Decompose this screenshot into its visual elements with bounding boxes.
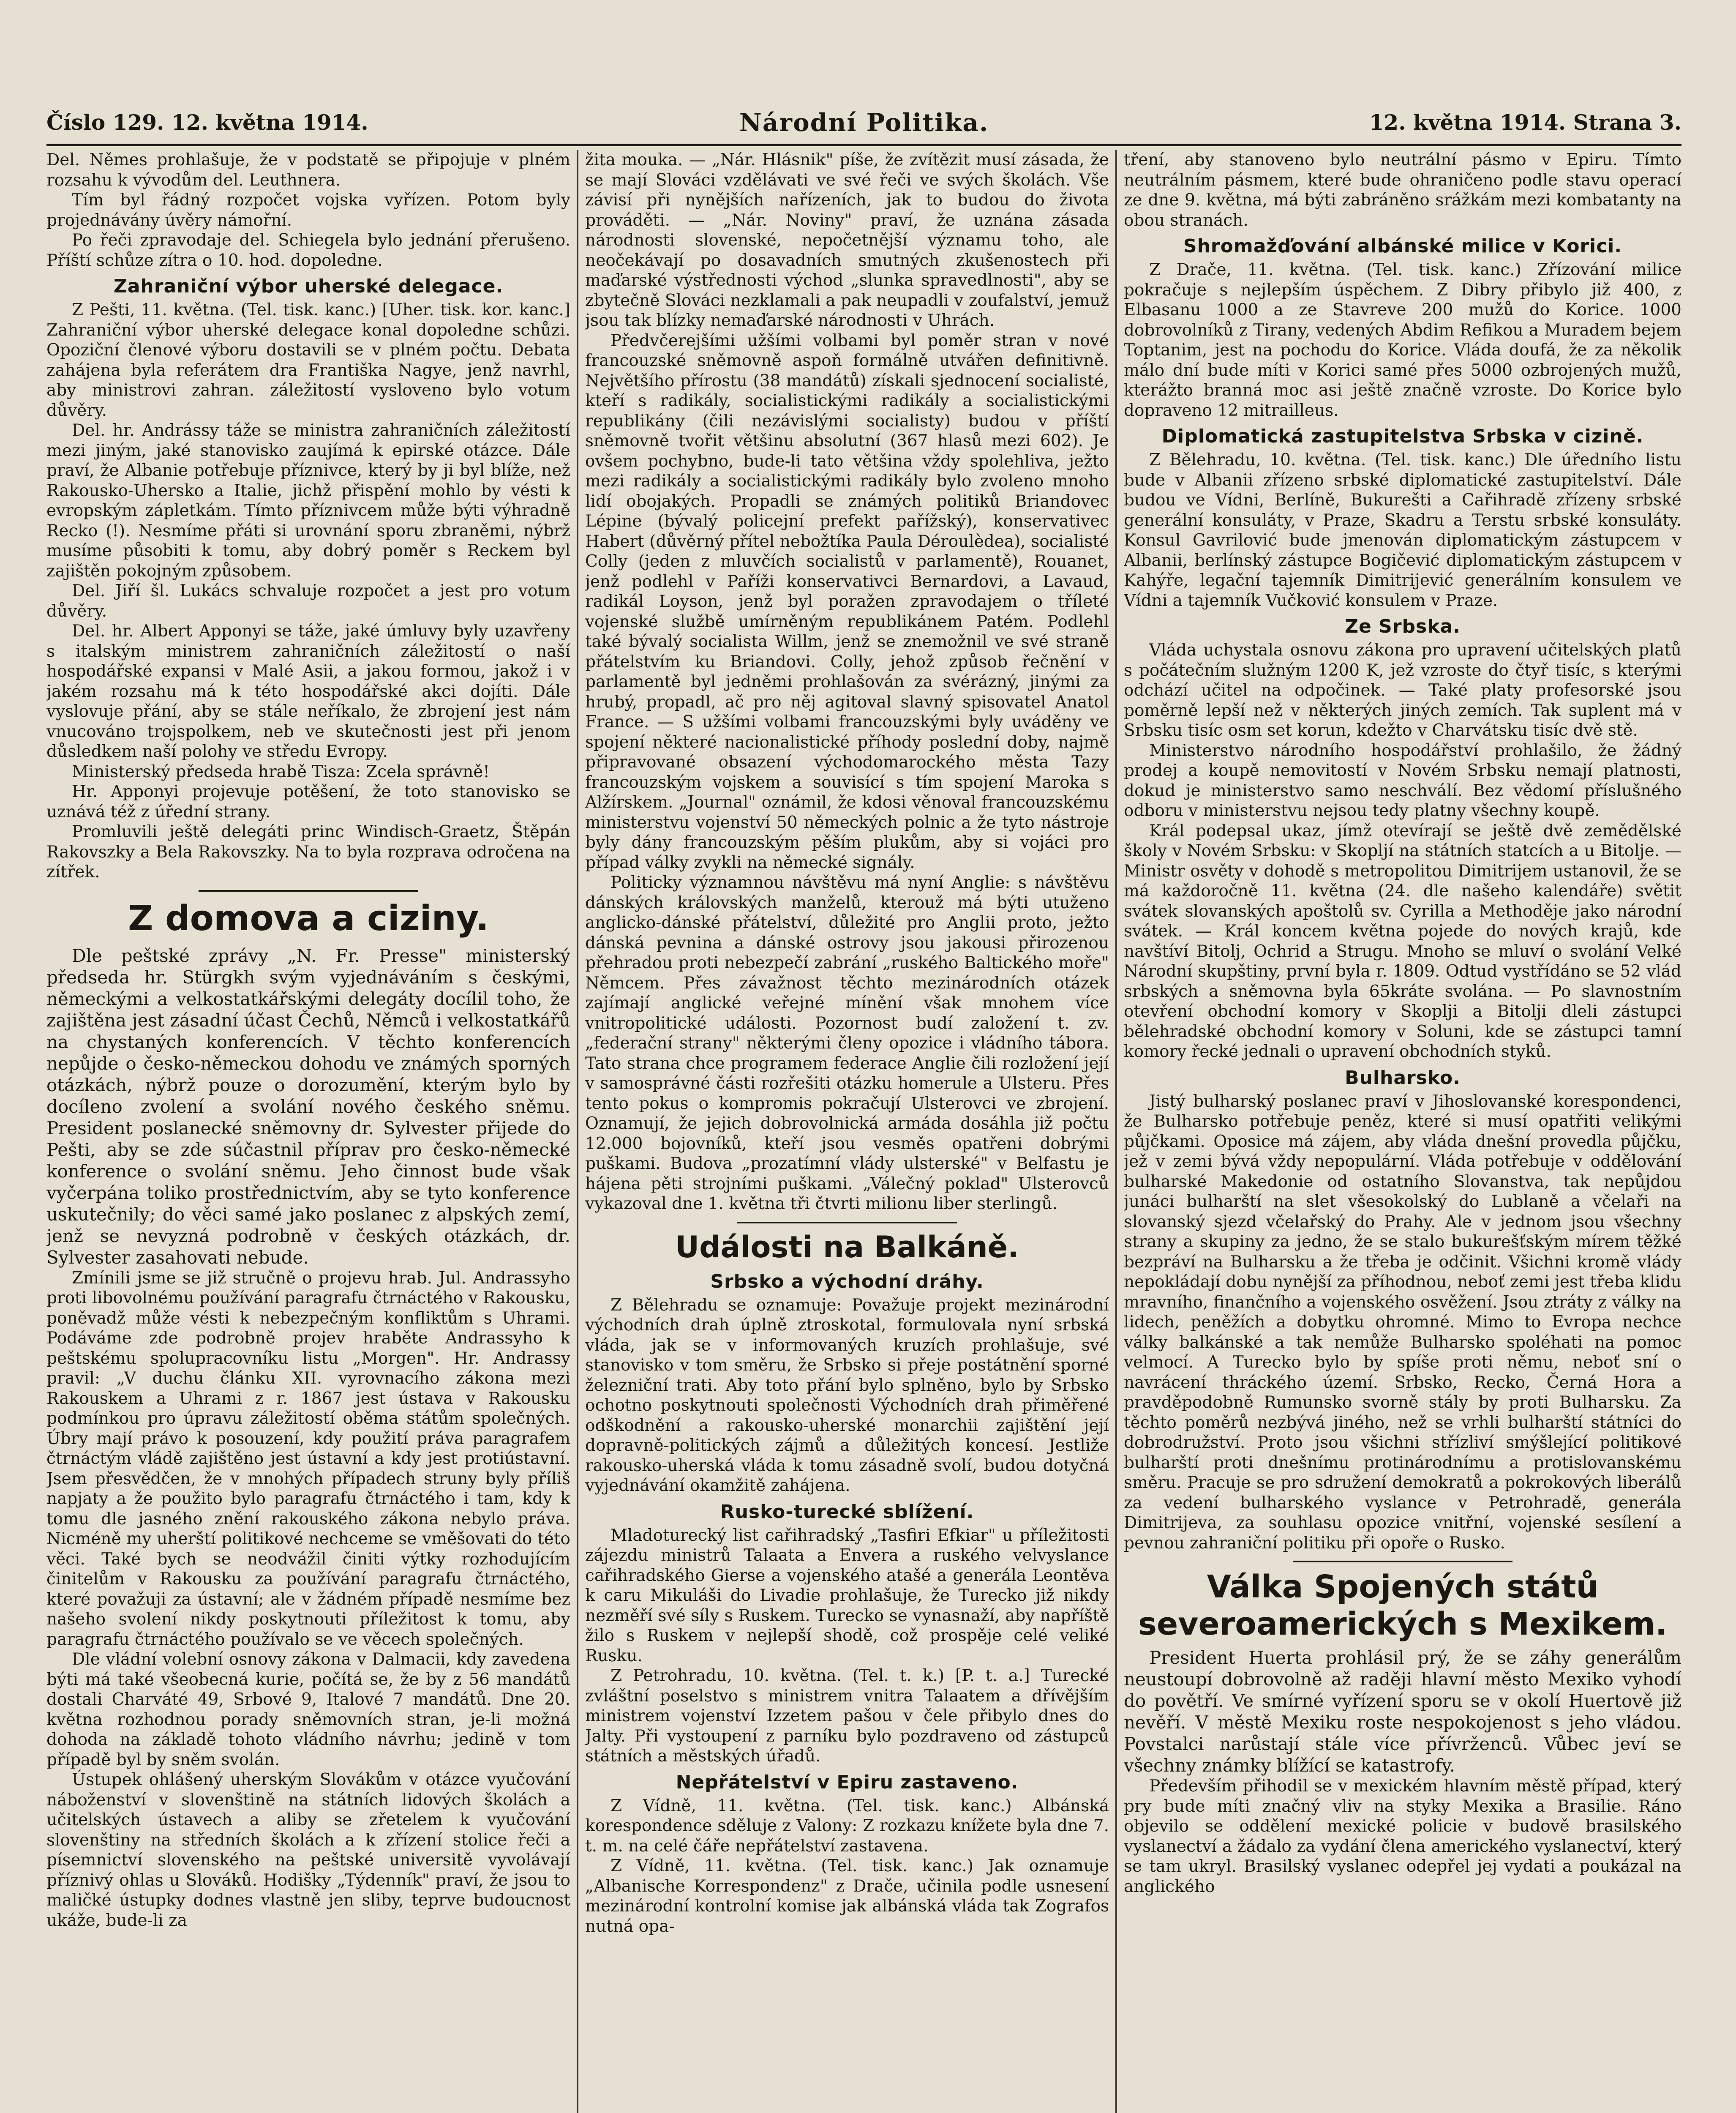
paragraph: Z Petrohradu, 10. května. (Tel. t. k.) [P. t. a.] Turecké zvláštní poselstvo s ministrem vnitra Talaatem a dřívějším ministrem vojenství Izzetem pašou v čele přibylo dnes do Jalty. Při vystoupení z parníku bylo pozdraveno od zástupců státních a městských úřadů.	[585, 1666, 1109, 1766]
paragraph: Mladoturecký list cařihradský „Tasfiri Efkiar" u příležitosti zájezdu ministrů Talaata a Envera a ruského velvyslance cařihradského Gierse a vojenského atašé a generála Leontěva k caru Mikuláši do Livadie prohlašuje, že Turecko již nikdy nezměří své síly s Ruskem. Turecko se vynasnaží, aby napříště žilo s Ruskem v nejlepší shodě, což prospěje celé veliké Rusku.	[585, 1526, 1109, 1665]
section-title: Události na Balkáně.	[675, 1229, 1019, 1264]
paragraph: Zmínili jsme se již stručně o projevu hrab. Jul. Andrassyho proti libovolnému používání paragrafu čtrnáctého v Rakousku, poněvadž může vésti k nebezpečným konfliktům s Uhrami. Podáváme zde podrobně projev hraběte Andrassyho k peštskému spolupracovníku listu „Morgen". Hr. Andrassy pravil: „V duchu článku XII. vyrovnacího zákona mezi Rakouskem a Uhrami z r. 1867 jest ústava v Rakousku podmínkou pro úpravu záležitostí oběma státům společných. Úbry mají právo k posouzení, kdy použití práva paragrafem čtrnáctým vládě zajištěno jest ústavní a kdy jest protiústavní. Jsem přesvědčen, že v mnohých případech struny byly příliš napjaty a že použito bylo paragrafu čtrnáctého i tam, kdy k tomu dle jasného znění rakouského zákona nebylo práva. Nicméně my uherští politikové nechceme se vměšovati do této věci. Také bych se neodvážil činiti výtky rozhodujícím činitelům v Rakousku za používání paragrafu čtrnáctého, které považuji za ústavní; ale v žádném případě nesmíme bez našeho svolení nikdy poskytnouti příležitost k tomu, aby paragrafu čtrnáctého používalo se ve věcech společných.	[46, 1268, 570, 1649]
paragraph: Promluvili ještě delegáti princ Windisch-Graetz, Štěpán Rakovszky a Bela Rakovszky. Na to byla rozprava odročena na zítřek.	[46, 822, 570, 882]
paragraph: Především přihodil se v mexickém hlavním městě případ, který pry bude míti značný vliv na styky Mexika a Brasilie. Ráno objevilo se oddělení mexické policie v budově brasilského vyslanectví a žádalo za vydání člena amerického vyslanectví, který se tam ukryl. Brasilský vyslanec odepřel jej vydati a poukázal na anglického	[1124, 1777, 1681, 1896]
paragraph: Ústupek ohlášený uherským Slovákům v otázce vyučování náboženství v slovenštině na státních lidových školách a učitelských ústavech a aliby se zřetelem k vyučování slovenštiny na středních školách a k zřízení stolice řeči a písemnictví slovenského na peštské universitě vyvolávají příznivý ohlas u Slováků. Hodišky „Týdenník" praví, že jsou to maličké ústupky dodnes vlastně jen sliby, teprve budoucnost ukáže, bude-li za	[46, 1770, 570, 1930]
paragraph: Král podepsal ukaz, jímž otevírají se ještě dvě zemědělské školy v Novém Srbsku: v Skopljí na státních statcích a u Bitolje. — Ministr osvěty v dohodě s metropolitou Dimitrijem ustanovil, že se má každoročně 11. května (24. dle našeho kalendáře) světit svátek slovanských apoštolů sv. Cyrilla a Methoděje jako národní svátek. — Král koncem května pojede do nových krajů, kde navštíví Bitolj, Ochrid a Strugu. Mnoho se mluví o svolání Velké Národní skupštiny, první byla r. 1809. Odtud vystřídáno se 52 vlád srbských a sněmovna byla 65kráte svolána. — Po slavnostním otevření obchodní komory v Skoplji a Bitolji dleli zástupci bělehradské obchodní komory v Soluni, kde se zástupci tamní komory řecké jednali o upravení obchodních styků.	[1124, 821, 1681, 1061]
page-header	[46, 108, 1681, 142]
column-rule-2	[1115, 150, 1117, 2113]
paragraph: Z Bělehradu, 10. května. (Tel. tisk. kanc.) Dle úředního listu bude v Albanii zřízeno srbské diplomatické zastupitelství. Dále budou ve Vídni, Berlíně, Bukurešti a Cařihradě zřízeny srbské generální konsuláty, v Praze, Skadru a Terstu srbské konsuláty. Konsul Gavrilović bude jmenován diplomatickým zástupcem v Albanii, berlínský zástupce Bogičević diplomatickým zástupcem v Kahýře, legační tajemník Dimitrijević generálním konsulem ve Vídni a tajemník Vučković konsulem v Praze.	[1124, 450, 1681, 610]
paragraph: Del. hr. Andrássy táže se ministra zahraničních záležitostí mezi jiným, jaké stanovisko zaujímá k epirské otázce. Dále praví, že Albanie potřebuje příznivce, který by ji byl blíže, než Rakousko-Uhersko a Italie, jichž přispění mohlo by vésti k evropským zápletkám. Tímto příznivcem může býti výhradně Recko (!). Nesmíme přáti si urovnání sporu zbraněmi, nýbrž musíme působiti k tomu, aby dobrý poměr s Reckem byl zajištěn pokojným způsobem.	[46, 421, 570, 581]
section-heading: Ze Srbska.	[1345, 616, 1461, 637]
section-heading: Bulharsko.	[1345, 1067, 1461, 1089]
paragraph: Hr. Apponyi projevuje potěšení, že toto stanovisko se uznává též z úřední strany.	[46, 782, 570, 822]
paragraph: President Huerta prohlásil prý, že se záhy generálům neustoupí dobrovolně až raději hlavní město Mexiko vyhodí do povětří. Ve smírné vyřízení sporu se v okolí Huertově již nevěří. V městě Mexiku roste nespokojenost s jeho vládou. Povstalci narůstají stále více přívrženců. Vůbec jeví se všechny známky blížící se katastrofy.	[1124, 1647, 1681, 1776]
paragraph: Tím byl řádný rozpočet vojska vyřízen. Potom byly projednávány úvěry námořní.	[46, 191, 570, 230]
paragraph: Vláda uchystala osnovu zákona pro upravení učitelských platů s počátečním služným 1200 K, jež vzroste do čtyř tisíc, s kterými odchází učitel na odpočinek. — Také platy profesorské jsou poměrně lepší než v některých jiných zemích. Tak suplent má v Srbsku tisíc osm set korun, kdežto v Charvátsku tisíc dvě stě.	[1124, 641, 1681, 740]
section-heading: Rusko-turecké sblížení.	[720, 1501, 974, 1523]
paragraph: Jistý bulharský poslanec praví v Jihoslovanské korespondenci, že Bulharsko potřebuje peněz, které si musí opatřiti velikými půjčkami. Oposice má zájem, aby vláda dnešní provedla půjčku, jež v zemi bývá vždy nepopulární. Vláda potřebuje v oddělování bulharské Makedonie od ostatního Slovanstva, tak nepůjdou junáci bulharští na slet všesokolský do Lublaně a včelaři na slovanský sjezd včelařský do Prahy. Ale v jednom jsou všechny strany a skupiny za jedno, že se stalo bukurešťským mírem těžké bezpráví na Bulharsku a že třeba je odčinit. Všichni kromě vlády nepokládají dobu nynější za příhodnou, neboť zemi jest třeba klidu mravního, finančního a vojenského osvěžení. Jsou ztráty z války na lidech, peněžích a dobytku ohromné. Mimo to Evropa nechce války balkánské a tak nemůže Bulharsko spoléhati na pomoc velmocí. A Turecko bylo by spíše proti němu, neboť sní o navrácení thráckého území. Srbsko, Recko, Černá Hora a pravděpodobně Rumunsko svorně stály by proti Bulharsku. Za těchto poměrů nezbývá jiného, než se vrhli bulharští státníci do dobrodružství. Proto jsou všichni střízliví smýšlející politikové bulharští proti dnešnímu protinárodnímu a protislovanskému směru. Pracuje se pro sdružení demokratů a pokrokových liberálů za vedení bulharského vyslance v Petrohradě, generála Dimitrijeva, za souhlasu opozice vnitřní, vojenské sesílení a pevnou zahraniční politiku při opoře o Rusko.	[1124, 1092, 1681, 1553]
section-divider	[737, 1222, 957, 1223]
paragraph: Dle peštské zprávy „N. Fr. Presse" ministerský předseda hr. Stürgkh svým vyjednáváním s českými, německými a velkostatkářskými delegáty docílil toho, že zajištěna jest zásadní účast Čechů, Němců i velkostatkářů na chystaných konferencích. V těchto konferencích nepůjde o česko-německou dohodu ve známých sporných otázkách, nýbrž pouze o dorozumění, kterým bylo by docíleno zvolení a svolání nového českého sněmu. President poslanecké sněmovny dr. Sylvester přijede do Pešti, aby se zde súčastnil příprav pro česko-německé konference o svolání sněmu. Jeho činnost bude však vyčerpána toliko prostřednictvím, aby se tyto konference uskutečnily; do věci samé jako poslanec z alpských zemí, jenž se nevyzná podrobně v českých otázkách, dr. Sylvester zasahovati nebude.	[46, 945, 570, 1268]
section-heading: Zahraniční výbor uherské delegace.	[113, 276, 504, 297]
paragraph: tření, aby stanoveno bylo neutrální pásmo v Epiru. Tímto neutrálním pásmem, které bude ohraničeno podle stavu operací ze dne 9. května, má býti zabráněno srážkám mezi kombatanty na obou stranách.	[1124, 150, 1681, 230]
paragraph: Ministerský předseda hrabě Tisza: Zcela správně!	[72, 762, 490, 781]
column-rule-1	[577, 150, 578, 2113]
paragraph: Dle vládní volební osnovy zákona v Dalmacii, kdy zavedena býti má také všeobecná kurie, počítá se, že by z 56 mandátů dostali Charváté 49, Srbové 9, Italové 7 mandátů. Dne 20. května rozhodnou porady sněmovních stran, je-li možná dohoda na základě tohoto vládního návrhu; jedině v tom případě byl by sněm svolán.	[46, 1650, 570, 1769]
date-page-number: 12. května 1914. Strana 3.	[1369, 110, 1681, 135]
paragraph: Z Vídně, 11. května. (Tel. tisk. kanc.) Albánská korespondence sděluje z Valony: Z rozkazu knížete byla dne 7. t. m. na celé čáře nepřátelství zastavena.	[585, 1796, 1109, 1856]
masthead-title: Národní Politika.	[739, 108, 989, 137]
paragraph: Del. Němes prohlašuje, že v podstatě se připojuje v plném rozsahu k vývodům del. Leuthnera.	[46, 150, 570, 190]
paragraph: Po řeči zpravodaje del. Schiegela bylo jednání přerušeno. Příští schůze zítra o 10. hod. dopoledne.	[46, 231, 570, 270]
column-2	[585, 150, 1109, 2113]
column-3	[1124, 150, 1681, 2113]
paragraph: Z Bělehradu se oznamuje: Považuje projekt mezinárodní východních drah úplně ztroskotal, formulovala nyní srbská vláda, jak se v informovaných kruzích prohlašuje, své stanovisko v tom směru, že Srbsko si přeje postátnění sporné železniční trati. Aby toto přání bylo splněno, bylo by Srbsko ochotno poskytnouti společnosti Východních drah přiměřené odškodnění a rakousko-uherské monarchii zajištění její dopravně-politických zájmů a důležitých koncesí. Jestliže rakousko-uherská vláda k tomu zásadně svolí, budou dotyčná vyjednávání okamžitě zahájena.	[585, 1295, 1109, 1495]
section-heading: Shromažďování albánské milice v Korici.	[1183, 235, 1622, 257]
section-heading: Diplomatická zastupitelstva Srbska v cizině.	[1161, 426, 1644, 447]
section-heading: Srbsko a východní dráhy.	[710, 1270, 984, 1292]
paragraph: Z Drače, 11. května. (Tel. tisk. kanc.) Zřízování milice pokračuje s nejlepším úspěchem. Z Dibry přibylo již 400, z Elbasanu 1000 a ze Stavreve 200 mužů do Korice. 1000 dobrovolníků z Tirany, vedených Abdim Refikou a Muradem bejem Toptanim, jest na pochodu do Korice. Vláda doufá, že za několik málo dní bude míti v Korici samé přes 5000 ozbrojených mužů, kterážto branná moc asi ještě značně vzroste. Do Korice bylo dopraveno 12 mitrailleus.	[1124, 260, 1681, 420]
paragraph: Z Pešti, 11. května. (Tel. tisk. kanc.) [Uher. tisk. kor. kanc.] Zahraniční výbor uherské delegace konal dopoledne schůzi. Opoziční členové výboru dostavili se v plném počtu. Debata zahájena byla referátem dra Františka Nagye, jenž navrhl, aby ministrovi zahran. záležitostí vysloveno bylo votum důvěry.	[46, 300, 570, 420]
issue-number-date: Číslo 129. 12. května 1914.	[46, 110, 368, 135]
paragraph: Politicky významnou návštěvu má nyní Anglie: s návštěvu dánských královských manželů, kterouž má býti utuženo anglicko-dánské přátelství, důležité pro Anglii proto, ježto dánská pevnina a dánské ostrovy jsou jakousi přirozenou přehradou proti nebezpečí zabrání „ruského Baltického moře" Němcem. Přes závažnost těchto mezinárodních otázek zajímají anglické veřejné mínění však mnohem více vnitropolitické události. Pozornost budí založení t. zv. „federační strany" některými členy opozice i vládního tábora. Tato strana chce programem federace Anglie čili rozložení její v samosprávné části rozřešiti otázku homerule a Ulsteru. Přes tento pokus o kompromis pokračují Ulsterovci ve zbrojení. Oznamují, že jejich dobrovolnická armáda dosáhla již počtu 12.000 bojovníků, kteří jsou vesměs opatřeni dobrými puškami. Budova „prozatímní vlády ulsterské" v Belfastu je hájena pěti strojními puškami. „Válečný poklad" Ulsterovců vykazoval dne 1. května tři čtvrti milionu liber sterlingů.	[585, 873, 1109, 1213]
paragraph: Z Vídně, 11. května. (Tel. tisk. kanc.) Jak oznamuje „Albanische Korrespondenz" z Drače, učinila podle usnesení mezinárodní kontrolní komise jak albánská vláda tak Zografos nutná opa-	[585, 1856, 1109, 1936]
paragraph: Předvčerejšími užšími volbami byl poměr stran v nové francouzské sněmovně aspoň formálně utvářen definitivně. Největšího přírostu (38 mandátů) získali sjednocení socialisté, kteří s radikály, socialistickými radikály a socialistickými republikány (čili nezávislými socialisty) budou v příští sněmovně tvořit většinu absolutní (367 hlasů mezi 602). Je ovšem pochybno, bude-li tato většina vždy spolehliva, ježto mezi radikály a socialistickými radikály bylo zvoleno mnoho lidí obojakých. Propadli se známých politiků Briandovec Lépine (bývalý policejní prefekt pařížský), konservativec Habert (důvěrný přítel nebožtíka Paula Déroulèdea), socialisté Colly (jeden z mluvčích socialistů v parlamentě), Rouanet, jenž podlehl v Paříži konservativci Bernardovi, a Lavaud, radikál Loyson, jenž byl poražen zpravodajem o tříleté vojenské službě umírněným republikánem Patém. Podlehl také bývalý socialista Willm, jenž se znemožnil ve své straně přátelstvím ku Briandovi. Colly, jehož způsob řečnění v parlamentě byl jedněmi prohlašován za svérázný, jinými za hrubý, propadl, ač pro něj agitoval slavný spisovatel Anatol France. — S užšími volbami francouzskými byly uváděny ve spojení některé nacionalistické příhody poslední doby, najmě připravované obsazení východomarockého města Tazy francouzským vojskem a souvisící s tím spojení Maroka s Alžírskem. „Journal" oznámil, že kdosi věnoval francouzskému ministerstvu vojenství 50 německých polnic a že tyto nástroje byly dány francouzským pěším plukům, aby si vojáci pro případ války zvykli na německé signály.	[585, 331, 1109, 872]
section-heading: Nepřátelství v Epiru zastaveno.	[676, 1771, 1019, 1793]
paragraph: Del. hr. Albert Apponyi se táže, jaké úmluvy byly uzavřeny s italským ministrem zahraničních záležitostí o naší hospodářské expansi v Malé Asii, a jakou formou, jakož i v jakém rozsahu má k této hospodářské akci dojíti. Dále vyslovuje přání, aby se stále neříkalo, že zbrojení jest nám vnucováno trojspolkem, neb ve skutečnosti jest při jenom důsledkem naší polohy ve středu Evropy.	[46, 622, 570, 761]
section-title: Válka Spojených států severoamerických s Mexikem.	[1138, 1569, 1668, 1642]
section-divider	[1293, 1561, 1513, 1562]
column-1	[46, 150, 570, 2113]
section-title: Z domova a ciziny.	[128, 898, 489, 939]
paragraph: Ministerstvo národního hospodářství prohlašilo, že žádný prodej a koupě nemovitostí v Novém Srbsku nemají platnosti, dokud je ministerstvo samo neschválí. Bez vědomí příslušného odboru v ministerstvu nejsou tedy platny všechny koupě.	[1124, 741, 1681, 820]
paragraph: žita mouka. — „Nár. Hlásnik" píše, že zvítězit musí zásada, že se mají Slováci vzdělávati ve své řeči ve svých školách. Vše závisí při nynějších nařízeních, jak to budou do života prováděti. — „Nár. Noviny" praví, že uznána zásada národnosti slovenské, nepočetnější významu toho, ale neočekávají po dosavadních smutných zkušenostech při maďarské výstřednosti východ „slunka spravedlnosti", aby se zbytečně Slováci nezklamali a pak neupadli v zoufalství, jemuž jsou tak blízky nemaďarské národnosti v Uhrách.	[585, 150, 1109, 330]
paragraph: Del. Jiří šl. Lukács schvaluje rozpočet a jest pro votum důvěry.	[46, 581, 570, 621]
section-divider	[199, 890, 418, 892]
header-rule	[46, 144, 1681, 146]
